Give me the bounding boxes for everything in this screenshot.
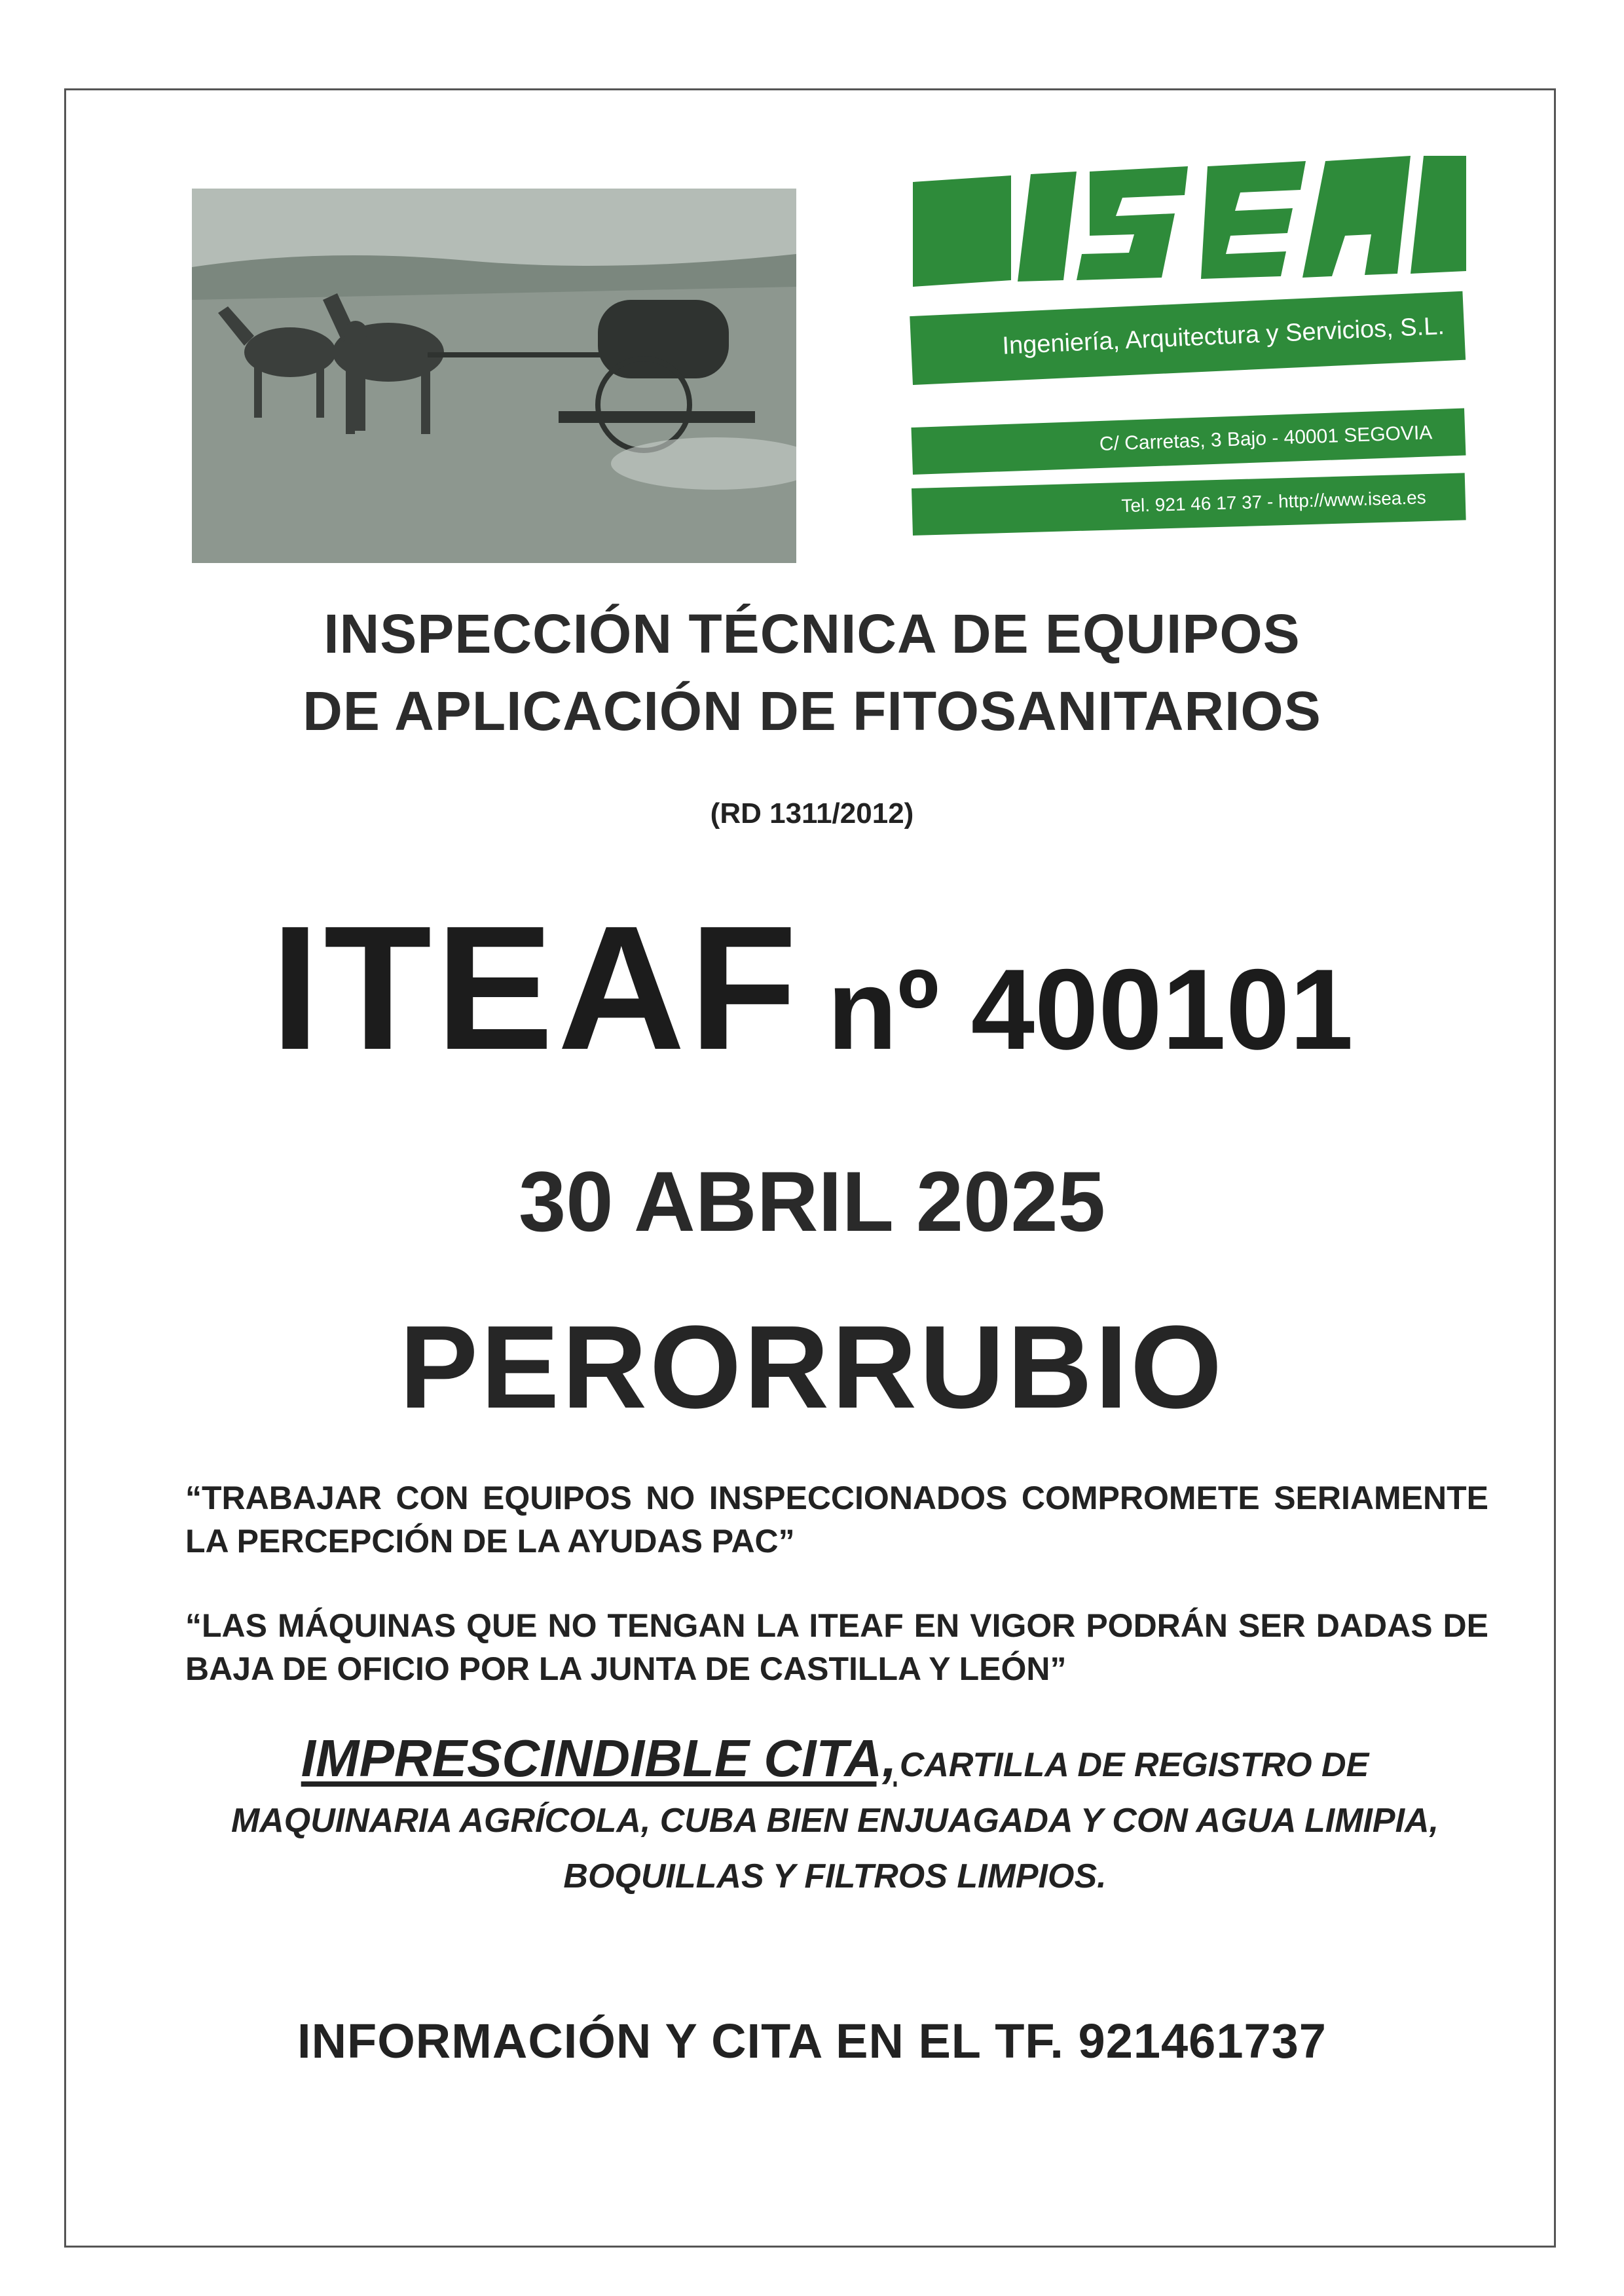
isea-wordmark: [913, 156, 1466, 306]
logo-address: C/ Carretas, 3 Bajo - 40001 SEGOVIA: [911, 409, 1466, 475]
isea-logo: [913, 156, 1466, 549]
photo-illustration: [192, 189, 796, 563]
logo-contact: Tel. 921 46 17 37 - http://www.isea.es: [912, 473, 1466, 536]
inspection-place: PERORRUBIO: [399, 1302, 1225, 1433]
logo-tagline: Ingeniería, Arquitectura y Servicios, S.L.: [910, 291, 1466, 385]
inspection-date: 30 ABRIL 2025: [518, 1154, 1106, 1249]
iteaf-heading: [0, 890, 1624, 1144]
title-line-2: DE APLICACIÓN DE FITOSANITARIOS: [303, 680, 1321, 742]
regulation-reference: (RD 1311/2012): [710, 797, 914, 829]
requirements-highlight: IMPRESCINDIBLE CITA,: [301, 1729, 897, 1787]
iteaf-label: ITEAF: [270, 890, 802, 1087]
quote-baja: “LAS MÁQUINAS QUE NO TENGAN LA ITEAF EN VIGOR PODRÁN SER DADAS DE BAJA DE OFICIO POR LA JUNTA DE CASTILLA Y LEÓN”: [185, 1607, 1488, 1687]
title-line-1: INSPECCIÓN TÉCNICA DE EQUIPOS: [323, 603, 1301, 665]
contact-info: INFORMACIÓN Y CITA EN EL TF. 921461737: [297, 2014, 1327, 2068]
horse-sprayer-photo: [192, 189, 796, 563]
iteaf-number: nº 400101: [827, 946, 1354, 1074]
requirements-block: [210, 1729, 1460, 1908]
requirements-text: CARTILLA DE REGISTRO DE MAQUINARIA AGRÍCOLA, CUBA BIEN ENJUAGADA Y CON AGUA LIMIPIA, BOQUILLAS Y FILTROS LIMPIOS.: [231, 1746, 1439, 1895]
quote-pac: “TRABAJAR CON EQUIPOS NO INSPECCIONADOS COMPROMETE SERIAMENTE LA PERCEPCIÓN DE LA AYUDAS PAC”: [185, 1480, 1488, 1559]
